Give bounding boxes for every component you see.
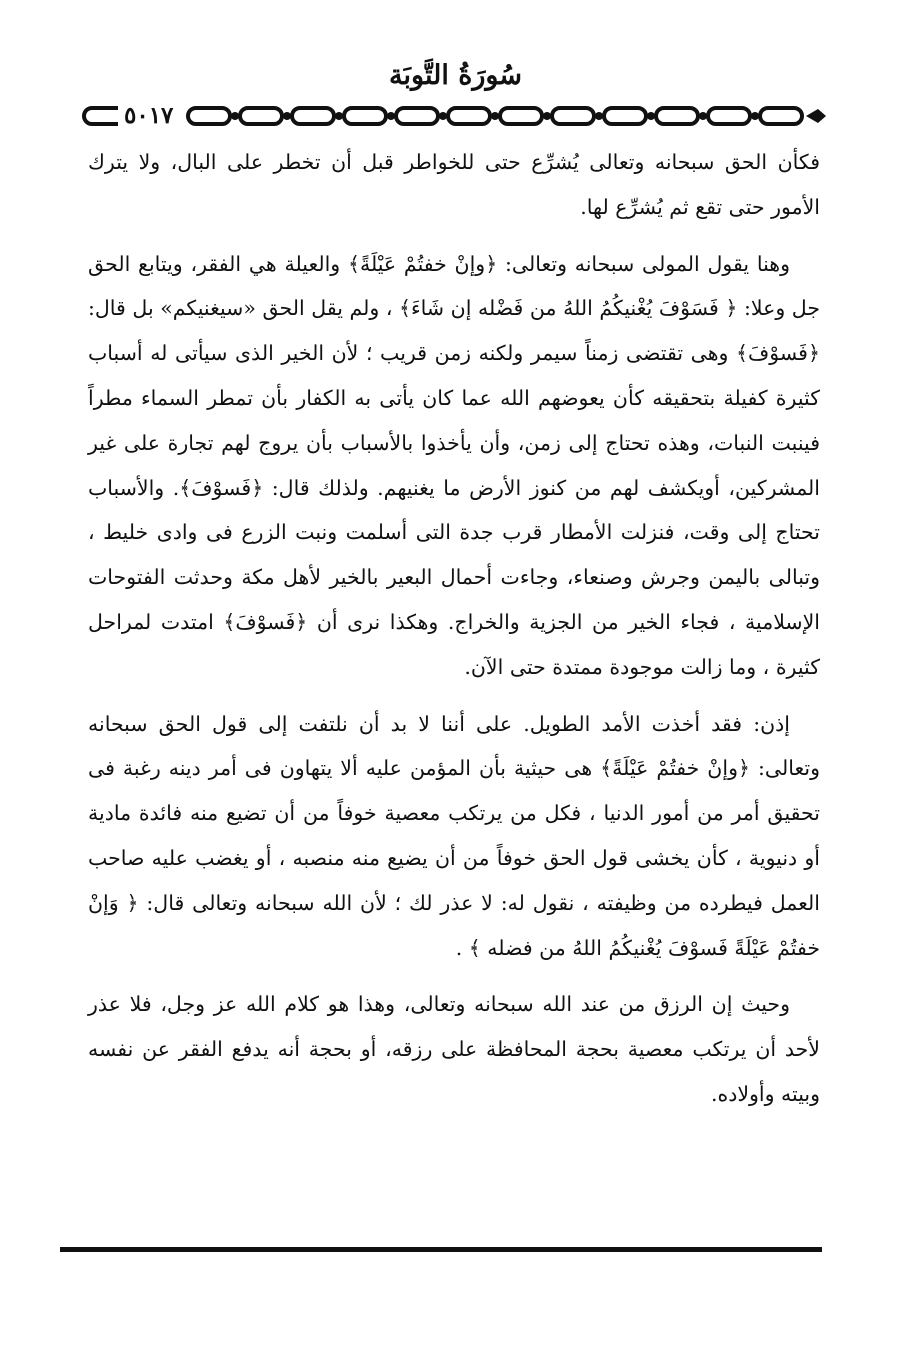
bottom-rule — [60, 1247, 822, 1252]
header-ornament-border — [80, 101, 830, 131]
paragraph: إذن: فقد أخذت الأمد الطويل. على أننا لا بد أن نلتفت إلى قول الحق سبحانه وتعالى: ﴿وإنْ خفتُمْ عَيْلَةً﴾ هى حيثية بأن المؤمن عليه ألا يتهاون فى أمر دينه رغبة فى تحقيق أمر من أمور الدنيا ، فكل من يرتكب معصية خوفاً من أن تضيع منه فائدة مادية أو دنيوية ، كأن يخشى قول الحق خوفاً من أن يضيع منه منصبه ، أو يغضب عليه صاحب العمل فيطرده من وظيفته ، نقول له: لا عذر لك ؛ لأن الله سبحانه وتعالى قال: ﴿ وَإنْ خفتُمْ عَيْلَةً فَسوْفَ يُغْنيكُمُ اللهُ من فضله ﴾ . — [88, 711, 820, 960]
surah-title: سُورَةُ التَّوبَة — [389, 60, 522, 91]
paragraph: وحيث إن الرزق من عند الله سبحانه وتعالى، وهذا هو كلام الله عز وجل، فلا عذر لأحد أن يرتكب معصية بحجة المحافظة على رزقه، أو بحجة أنه يدفع الفقر عن نفسه وبيته وأولاده. — [88, 992, 820, 1106]
body-text — [88, 140, 820, 1129]
paragraph: وهنا يقول المولى سبحانه وتعالى: ﴿وإنْ خفتُمْ عَيْلَةً﴾ والعيلة هي الفقر، ويتابع الحق جل وعلا: ﴿ فَسَوْفَ يُغْنيكُمُ اللهُ من فَضْله إن شَاءَ﴾ ، ولم يقل الحق «سيغنيكم» بل قال: ﴿فَسوْفَ﴾ وهى تقتضى زمناً سيمر ولكنه زمن قريب ؛ لأن الخير الذى سيأتى له أسباب كثيرة كفيلة بتحقيقه كأن يعوضهم الله عما كان يأتى به الكفار بأن تمطر السماء مطراً فينبت النبات، وهذه تحتاج إلى زمن، وأن يأخذوا بالأسباب بأن يروج لهم تجارة على غير المشركين، أويكشف لهم من كنوز الأرض ما يغنيهم. ولذلك قال: ﴿فَسوْفَ﴾. والأسباب تحتاج إلى وقت، فنزلت الأمطار قرب جدة التى أسلمت ونبت الزرع فى وادى خليط ، وتبالى باليمن وجرش وصنعاء، وجاءت أحمال البعير بالخير لأهل مكة وحدثت الفتوحات الإسلامية ، فجاء الخير من الجزية والخراج. وهكذا نرى أن ﴿فَسوْفَ﴾ امتدت لمراحل كثيرة ، وما زالت موجودة ممتدة حتى الآن. — [88, 251, 820, 679]
page-number: ٥٠١٧ — [118, 103, 179, 129]
paragraph: فكأن الحق سبحانه وتعالى يُشرِّع حتى للخواطر قبل أن تخطر على البال، ولا يترك الأمور حتى تقع ثم يُشرِّع لها. — [88, 150, 820, 219]
